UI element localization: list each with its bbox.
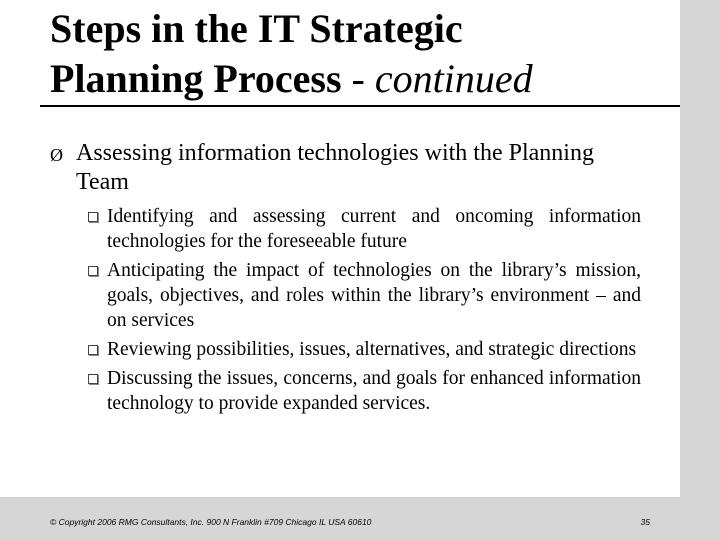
title-line-2-bold: Planning Process bbox=[50, 56, 342, 101]
sub-bullet-item bbox=[86, 204, 641, 254]
title-line-2 bbox=[50, 54, 680, 104]
sub-bullet-text: Identifying and assessing current and oncoming information technologies for the foreseeable future bbox=[107, 206, 641, 252]
checkbox-bullet-icon bbox=[88, 266, 98, 276]
sub-bullet-item bbox=[86, 366, 641, 416]
checkbox-bullet-icon bbox=[88, 212, 98, 222]
sub-bullet-item bbox=[86, 337, 641, 362]
slide-title bbox=[50, 4, 680, 104]
title-line-1: Steps in the IT Strategic bbox=[50, 6, 463, 51]
page-number: 35 bbox=[640, 517, 650, 527]
sub-bullet-text: Reviewing possibilities, issues, alternatives, and strategic directions bbox=[107, 339, 637, 360]
main-bullet-text: Assessing information technologies with the Planning Team bbox=[76, 140, 594, 195]
checkbox-bullet-icon bbox=[88, 345, 98, 355]
footer-copyright: © Copyright 2006 RMG Consultants, Inc. 900 N Franklin #709 Chicago IL USA 60610 bbox=[50, 517, 372, 527]
sub-bullet-list bbox=[86, 204, 641, 416]
title-continued: - continued bbox=[341, 56, 533, 101]
title-divider bbox=[40, 105, 680, 107]
right-decorative-band bbox=[680, 0, 720, 540]
arrow-bullet-icon: Ø bbox=[50, 145, 63, 165]
sub-bullet-text: Discussing the issues, concerns, and goals for enhanced information technology to provide expanded services. bbox=[107, 368, 641, 414]
sub-bullet-item bbox=[86, 258, 641, 333]
sub-bullet-text: Anticipating the impact of technologies on the library’s mission, goals, objectives, and roles within the library’s environment – and on services bbox=[107, 260, 641, 331]
checkbox-bullet-icon bbox=[88, 374, 98, 384]
